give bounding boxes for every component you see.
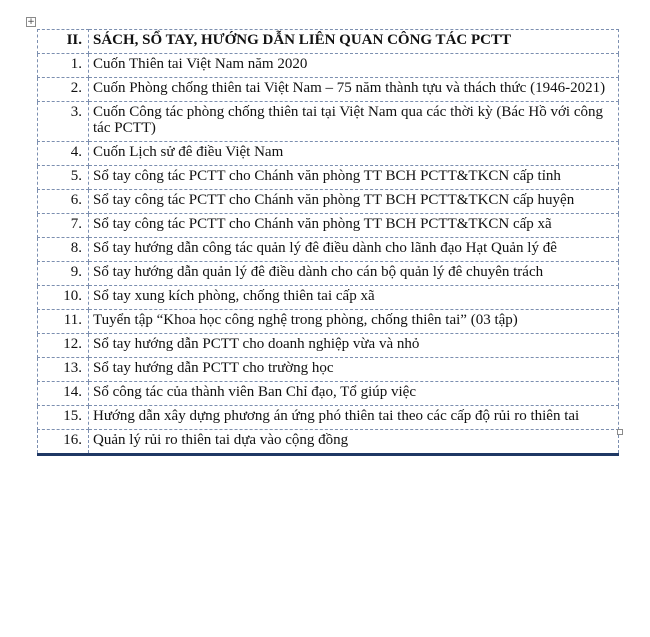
item-number: 6. [38,190,89,214]
table-row [38,142,619,166]
table-row [38,358,619,382]
item-title: Cuốn Thiên tai Việt Nam năm 2020 [89,54,619,78]
item-number: 15. [38,406,89,430]
item-title: Sổ tay xung kích phòng, chống thiên tai cấp xã [89,286,619,310]
item-number: 10. [38,286,89,310]
item-title: Sổ tay công tác PCTT cho Chánh văn phòng TT BCH PCTT&TKCN cấp tỉnh [89,166,619,190]
item-number: 1. [38,54,89,78]
item-title: Cuốn Công tác phòng chống thiên tai tại Việt Nam qua các thời kỳ (Bác Hồ với công tác PCTT) [89,102,619,142]
table-row [38,78,619,102]
table-row [38,310,619,334]
item-number: 8. [38,238,89,262]
item-title: Sổ công tác của thành viên Ban Chỉ đạo, Tổ giúp việc [89,382,619,406]
table-row [38,214,619,238]
table-row [38,102,619,142]
item-number: 11. [38,310,89,334]
table-row [38,262,619,286]
item-title: Sổ tay công tác PCTT cho Chánh văn phòng TT BCH PCTT&TKCN cấp xã [89,214,619,238]
item-number: 5. [38,166,89,190]
document-table [37,29,619,456]
item-number: 9. [38,262,89,286]
table-resize-handle[interactable] [617,429,623,435]
item-title: Tuyển tập “Khoa học công nghệ trong phòng, chống thiên tai” (03 tập) [89,310,619,334]
table-row [38,190,619,214]
item-number: 7. [38,214,89,238]
item-number: 3. [38,102,89,142]
item-number: 4. [38,142,89,166]
item-title: Cuốn Lịch sử đê điều Việt Nam [89,142,619,166]
section-title: SÁCH, SỔ TAY, HƯỚNG DẪN LIÊN QUAN CÔNG TÁC PCTT [89,30,619,54]
item-title: Sổ tay hướng dẫn PCTT cho trường học [89,358,619,382]
item-number: 12. [38,334,89,358]
table-row [38,166,619,190]
section-header-row [38,30,619,54]
item-number: 14. [38,382,89,406]
item-number: 2. [38,78,89,102]
item-number: 16. [38,430,89,455]
item-number: 13. [38,358,89,382]
table-row [38,334,619,358]
table-row [38,54,619,78]
table-row [38,382,619,406]
item-title: Hướng dẫn xây dựng phương án ứng phó thiên tai theo các cấp độ rủi ro thiên tai [89,406,619,430]
table-move-handle-icon[interactable]: + [27,17,35,27]
table-row [38,286,619,310]
item-title: Sổ tay hướng dẫn PCTT cho doanh nghiệp vừa và nhỏ [89,334,619,358]
item-title: Sổ tay hướng dẫn quản lý đê điều dành cho cán bộ quản lý đê chuyên trách [89,262,619,286]
table-row [38,406,619,430]
item-title: Quản lý rủi ro thiên tai dựa vào cộng đồng [89,430,619,455]
item-title: Cuốn Phòng chống thiên tai Việt Nam – 75 năm thành tựu và thách thức (1946-2021) [89,78,619,102]
item-title: Sổ tay công tác PCTT cho Chánh văn phòng TT BCH PCTT&TKCN cấp huyện [89,190,619,214]
item-title: Sổ tay hướng dẫn công tác quản lý đê điều dành cho lãnh đạo Hạt Quản lý đê [89,238,619,262]
section-number: II. [38,30,89,54]
table-row [38,238,619,262]
table-row [38,430,619,455]
